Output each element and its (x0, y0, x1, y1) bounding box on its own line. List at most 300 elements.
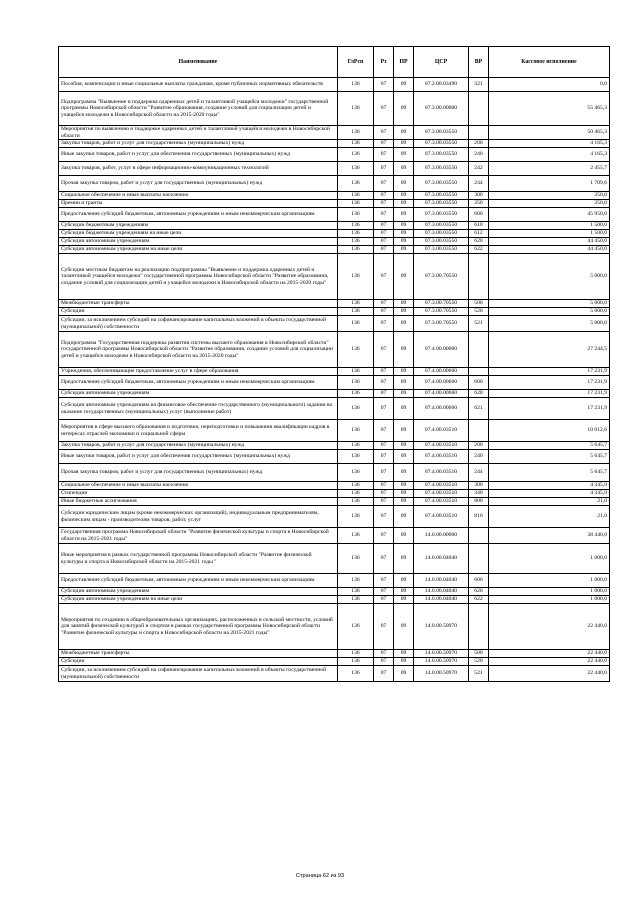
cell-pr: 09 (394, 666, 414, 682)
cell-pr: 09 (394, 604, 414, 650)
cell-csr: 14.0.00.04040 (414, 544, 469, 574)
cell-pr: 09 (394, 376, 414, 390)
cell-grs: 136 (338, 222, 374, 230)
cell-amount: 1 500,0 (489, 222, 610, 230)
cell-grs: 136 (338, 230, 374, 238)
cell-grs: 136 (338, 450, 374, 464)
cell-rz: 07 (374, 650, 394, 658)
cell-rz: 07 (374, 596, 394, 604)
cell-rz: 07 (374, 574, 394, 588)
table-row (59, 308, 610, 316)
cell-vr: 242 (469, 162, 489, 176)
cell-csr: 07.4.00.00660 (414, 398, 469, 420)
cell-name: Субсидии (59, 658, 338, 666)
cell-rz: 07 (374, 332, 394, 368)
cell-csr: 07.3.00.03550 (414, 208, 469, 222)
cell-grs: 136 (338, 200, 374, 208)
cell-grs: 136 (338, 420, 374, 442)
cell-vr: 621 (469, 398, 489, 420)
table-row (59, 574, 610, 588)
cell-grs: 136 (338, 162, 374, 176)
cell-name: Пособия, компенсации и иные социальные выплаты гражданам, кроме публичных нормативных обязательств (59, 78, 338, 92)
cell-grs: 136 (338, 528, 374, 544)
table-row (59, 200, 610, 208)
cell-vr (469, 332, 489, 368)
cell-csr: 07.3.00.70550 (414, 308, 469, 316)
cell-name: Субсидии, за исключением субсидий на софинансирование капитальных вложений в объекты государственной (муниципальной) собственности (59, 316, 338, 332)
cell-vr: 500 (469, 650, 489, 658)
cell-vr: 500 (469, 300, 489, 308)
cell-vr: 620 (469, 390, 489, 398)
cell-rz: 07 (374, 376, 394, 390)
cell-grs: 136 (338, 658, 374, 666)
cell-name: Стипендии (59, 490, 338, 498)
cell-pr: 09 (394, 596, 414, 604)
cell-csr: 07.4.00.03510 (414, 482, 469, 490)
cell-pr: 09 (394, 246, 414, 254)
cell-vr: 244 (469, 176, 489, 192)
table-row (59, 230, 610, 238)
cell-amount: 5 645,7 (489, 450, 610, 464)
cell-csr: 14.0.00.00000 (414, 528, 469, 544)
cell-grs: 136 (338, 78, 374, 92)
cell-grs: 136 (338, 604, 374, 650)
cell-pr: 09 (394, 238, 414, 246)
cell-csr: 07.4.00.00660 (414, 368, 469, 376)
cell-pr: 09 (394, 398, 414, 420)
cell-grs: 136 (338, 254, 374, 300)
table-row (59, 192, 610, 200)
cell-vr (469, 254, 489, 300)
cell-rz: 07 (374, 528, 394, 544)
cell-vr: 340 (469, 490, 489, 498)
table-row (59, 390, 610, 398)
cell-rz: 07 (374, 368, 394, 376)
cell-vr: 240 (469, 450, 489, 464)
cell-rz: 07 (374, 544, 394, 574)
cell-pr: 09 (394, 162, 414, 176)
cell-name: Учреждения, обеспечивающие предоставление услуг в сфере образования (59, 368, 338, 376)
cell-csr: 07.4.00.00000 (414, 332, 469, 368)
cell-amount: 44 450,0 (489, 246, 610, 254)
cell-csr: 07.3.00.03550 (414, 238, 469, 246)
table-row (59, 588, 610, 596)
cell-rz: 07 (374, 230, 394, 238)
table-row (59, 498, 610, 506)
cell-pr: 09 (394, 300, 414, 308)
table-row (59, 482, 610, 490)
cell-vr: 240 (469, 148, 489, 162)
table-row (59, 368, 610, 376)
cell-amount: 0,0 (489, 78, 610, 92)
cell-csr: 07.4.00.03510 (414, 450, 469, 464)
cell-amount: 22 440,0 (489, 604, 610, 650)
cell-amount: 10 012,6 (489, 420, 610, 442)
page-footer: Страница 62 из 93 (295, 873, 345, 879)
cell-grs: 136 (338, 126, 374, 140)
cell-name: Межбюджетные трансферты (59, 300, 338, 308)
cell-csr: 07.3.00.70550 (414, 300, 469, 308)
table-row (59, 332, 610, 368)
table-header-row (59, 47, 610, 78)
table-row (59, 126, 610, 140)
cell-amount: 1 000,0 (489, 596, 610, 604)
header-rz: Рз (374, 47, 394, 78)
cell-csr: 14.0.00.04040 (414, 596, 469, 604)
cell-grs: 136 (338, 308, 374, 316)
cell-name: Субсидии автономным учреждениям (59, 390, 338, 398)
table-row (59, 464, 610, 482)
cell-vr: 520 (469, 308, 489, 316)
cell-amount: 17 231,9 (489, 398, 610, 420)
cell-pr: 09 (394, 390, 414, 398)
cell-amount: 1 000,0 (489, 544, 610, 574)
table-row (59, 666, 610, 682)
cell-amount: 5 000,0 (489, 254, 610, 300)
cell-pr: 09 (394, 316, 414, 332)
cell-pr: 09 (394, 208, 414, 222)
cell-grs: 136 (338, 482, 374, 490)
cell-name: Закупка товаров, работ и услуг для государственных (муниципальных) нужд (59, 442, 338, 450)
cell-name: Подпрограмма "Государственная поддержка развития системы высшего образования в Новосибирской области" государственной программы Новосибирской области "Развитие образования, создание условий для социализации детей и учащейся молодежи в Новосибирской области на 2015-2020 годы" (59, 332, 338, 368)
cell-pr: 09 (394, 140, 414, 148)
table-row (59, 208, 610, 222)
cell-pr: 09 (394, 126, 414, 140)
cell-name: Субсидии бюджетным учреждениям (59, 222, 338, 230)
cell-name: Прочая закупка товаров, работ и услуг для государственных (муниципальных) нужд (59, 176, 338, 192)
table-row (59, 92, 610, 126)
cell-rz: 07 (374, 92, 394, 126)
cell-rz: 07 (374, 316, 394, 332)
cell-amount: 4 345,9 (489, 482, 610, 490)
cell-grs: 136 (338, 176, 374, 192)
cell-name: Субсидии автономным учреждениям на иные цели (59, 246, 338, 254)
cell-csr: 07.4.00.00660 (414, 376, 469, 390)
cell-vr (469, 604, 489, 650)
cell-vr: 600 (469, 376, 489, 390)
cell-amount: 17 231,9 (489, 376, 610, 390)
cell-rz: 07 (374, 588, 394, 596)
cell-name: Социальное обеспечение и иные выплаты населению (59, 192, 338, 200)
cell-pr: 09 (394, 192, 414, 200)
cell-csr: 14.0.00.50970 (414, 666, 469, 682)
cell-rz: 07 (374, 222, 394, 230)
cell-name: Предоставление субсидий бюджетным, автономным учреждениям и иным некоммерческим организациям (59, 574, 338, 588)
budget-table-sheet (58, 46, 609, 682)
table-row (59, 490, 610, 498)
cell-rz: 07 (374, 208, 394, 222)
cell-name: Субсидии автономным учреждениям на иные цели (59, 596, 338, 604)
cell-rz: 07 (374, 200, 394, 208)
cell-amount: 2 455,7 (489, 162, 610, 176)
table-row (59, 596, 610, 604)
cell-name: Предоставление субсидий бюджетным, автономным учреждениям и иным некоммерческим организациям (59, 376, 338, 390)
table-row (59, 300, 610, 308)
cell-name: Иные закупки товаров, работ и услуг для обеспечения государственных (муниципальных) нужд (59, 148, 338, 162)
cell-rz: 07 (374, 658, 394, 666)
cell-name: Мероприятия по выявлению и поддержке одаренных детей и талантливой учащейся молодежи в Новосибирской области (59, 126, 338, 140)
cell-rz: 07 (374, 482, 394, 490)
cell-grs: 136 (338, 666, 374, 682)
cell-amount: 38 440,0 (489, 528, 610, 544)
cell-vr (469, 544, 489, 574)
cell-vr (469, 528, 489, 544)
cell-grs: 136 (338, 398, 374, 420)
cell-rz: 07 (374, 148, 394, 162)
cell-pr: 09 (394, 498, 414, 506)
cell-amount: 27 244,5 (489, 332, 610, 368)
cell-rz: 07 (374, 398, 394, 420)
cell-csr: 07.4.00.03510 (414, 506, 469, 528)
cell-amount: 4 345,9 (489, 490, 610, 498)
cell-grs: 136 (338, 332, 374, 368)
header-grs: ГлРсп (338, 47, 374, 78)
cell-grs: 136 (338, 300, 374, 308)
table-row (59, 140, 610, 148)
cell-amount: 50 465,3 (489, 126, 610, 140)
cell-vr: 600 (469, 208, 489, 222)
cell-csr: 07.3.00.00000 (414, 92, 469, 126)
cell-rz: 07 (374, 442, 394, 450)
cell-amount: 17 231,9 (489, 390, 610, 398)
table-row (59, 148, 610, 162)
cell-pr: 09 (394, 574, 414, 588)
cell-amount: 17 231,9 (489, 368, 610, 376)
cell-name: Мероприятия по созданию в общеобразовательных организациях, расположенных в сельской местности, условий для занятий физической культурой и спортом в рамках государственной программы Новосибирской области "Развитие физической культуры и спорта в Новосибирской области на 2015-2021 годы" (59, 604, 338, 650)
cell-name: Межбюджетные трансферты (59, 650, 338, 658)
cell-name: Субсидии автономным учреждениям на финансовое обеспечение государственного (муниципального) задания на оказание государственных (муниципальных) услуг (выполнение работ) (59, 398, 338, 420)
table-row (59, 176, 610, 192)
cell-name: Закупка товаров, работ и услуг для государственных (муниципальных) нужд (59, 140, 338, 148)
cell-name: Иные закупки товаров, работ и услуг для обеспечения государственных (муниципальных) нужд (59, 450, 338, 464)
cell-pr: 09 (394, 176, 414, 192)
cell-amount: 21,0 (489, 506, 610, 528)
cell-vr: 620 (469, 588, 489, 596)
cell-rz: 07 (374, 420, 394, 442)
table-row (59, 398, 610, 420)
header-csr: ЦСР (414, 47, 469, 78)
table-row (59, 162, 610, 176)
cell-pr: 09 (394, 544, 414, 574)
cell-vr: 622 (469, 246, 489, 254)
table-row (59, 450, 610, 464)
cell-name: Субсидии юридическим лицам (кроме некоммерческих организаций), индивидуальным предпринимателям, физическим лицам - производителям товаров, работ, услуг (59, 506, 338, 528)
budget-table (58, 46, 610, 682)
cell-csr: 07.4.00.03510 (414, 490, 469, 498)
cell-vr: 810 (469, 506, 489, 528)
table-row (59, 506, 610, 528)
cell-name: Субсидии бюджетным учреждениям на иные цели (59, 230, 338, 238)
cell-name: Субсидии автономным учреждениям (59, 588, 338, 596)
cell-grs: 136 (338, 390, 374, 398)
cell-grs: 136 (338, 596, 374, 604)
cell-name: Иные мероприятия в рамках государственной программы Новосибирской области "Развитие физической культуры и спорта в Новосибирской области на 2015-2021 годы " (59, 544, 338, 574)
cell-csr: 07.4.00.00660 (414, 390, 469, 398)
cell-pr: 09 (394, 464, 414, 482)
cell-vr: 600 (469, 574, 489, 588)
cell-rz: 07 (374, 506, 394, 528)
cell-amount: 350,0 (489, 192, 610, 200)
cell-name: Социальное обеспечение и иные выплаты населению (59, 482, 338, 490)
cell-grs: 136 (338, 140, 374, 148)
cell-amount: 4 165,3 (489, 148, 610, 162)
cell-vr: 521 (469, 666, 489, 682)
cell-amount: 5 645,7 (489, 464, 610, 482)
cell-grs: 136 (338, 464, 374, 482)
cell-pr: 09 (394, 450, 414, 464)
cell-pr: 09 (394, 230, 414, 238)
cell-csr: 07.3.00.03550 (414, 222, 469, 230)
cell-pr: 09 (394, 588, 414, 596)
cell-amount: 4 165,3 (489, 140, 610, 148)
cell-rz: 07 (374, 176, 394, 192)
cell-pr: 09 (394, 442, 414, 450)
cell-grs: 136 (338, 588, 374, 596)
table-row (59, 254, 610, 300)
cell-vr: 350 (469, 200, 489, 208)
cell-pr: 09 (394, 254, 414, 300)
cell-csr: 07.4.00.03510 (414, 464, 469, 482)
cell-pr: 09 (394, 78, 414, 92)
cell-vr: 244 (469, 464, 489, 482)
cell-vr: 521 (469, 316, 489, 332)
cell-rz: 07 (374, 192, 394, 200)
cell-vr: 300 (469, 482, 489, 490)
cell-rz: 07 (374, 604, 394, 650)
cell-amount: 55 465,3 (489, 92, 610, 126)
cell-vr: 620 (469, 238, 489, 246)
cell-amount: 5 000,0 (489, 308, 610, 316)
cell-amount: 1 500,0 (489, 230, 610, 238)
cell-rz: 07 (374, 450, 394, 464)
cell-rz: 07 (374, 126, 394, 140)
table-row (59, 238, 610, 246)
cell-csr: 14.0.00.50970 (414, 650, 469, 658)
cell-vr: 612 (469, 230, 489, 238)
header-pr: ПР (394, 47, 414, 78)
cell-amount: 350,0 (489, 200, 610, 208)
cell-amount: 44 450,0 (489, 238, 610, 246)
cell-csr: 07.3.00.03550 (414, 200, 469, 208)
cell-csr: 07.3.00.03550 (414, 192, 469, 200)
cell-pr: 09 (394, 222, 414, 230)
cell-pr: 09 (394, 506, 414, 528)
cell-rz: 07 (374, 140, 394, 148)
cell-pr: 09 (394, 528, 414, 544)
cell-grs: 136 (338, 246, 374, 254)
cell-amount: 1 709,6 (489, 176, 610, 192)
cell-csr: 07.3.00.03550 (414, 230, 469, 238)
cell-pr: 09 (394, 308, 414, 316)
cell-name: Премии и гранты (59, 200, 338, 208)
cell-csr: 07.3.00.70550 (414, 316, 469, 332)
cell-name: Предоставление субсидий бюджетным, автономным учреждениям и иным некоммерческим организациям (59, 208, 338, 222)
cell-rz: 07 (374, 666, 394, 682)
cell-csr: 14.0.00.04040 (414, 574, 469, 588)
cell-pr: 09 (394, 332, 414, 368)
cell-grs: 136 (338, 316, 374, 332)
cell-grs: 136 (338, 490, 374, 498)
cell-grs: 136 (338, 498, 374, 506)
header-vr: ВР (469, 47, 489, 78)
cell-rz: 07 (374, 246, 394, 254)
cell-pr: 09 (394, 482, 414, 490)
table-row (59, 316, 610, 332)
cell-csr: 07.4.00.03510 (414, 420, 469, 442)
cell-rz: 07 (374, 238, 394, 246)
cell-csr: 07.4.00.03510 (414, 442, 469, 450)
cell-csr: 07.3.00.03550 (414, 162, 469, 176)
cell-vr: 200 (469, 442, 489, 450)
cell-name: Подпрограмма "Выявление и поддержка одаренных детей и талантливой учащейся молодежи" государственной программы Новосибирской области "Развитие образования, создание условий для социализации детей и учащейся молодежи в Новосибирской области на 2015-2020 годы" (59, 92, 338, 126)
cell-grs: 136 (338, 92, 374, 126)
cell-pr: 09 (394, 148, 414, 162)
cell-amount: 21,0 (489, 498, 610, 506)
cell-amount: 45 950,0 (489, 208, 610, 222)
cell-rz: 07 (374, 300, 394, 308)
cell-vr: 321 (469, 78, 489, 92)
cell-grs: 136 (338, 544, 374, 574)
cell-name: Государственная программа Новосибирской области "Развитие физической культуры и спорта в Новосибирской области на 2015-2021 годы" (59, 528, 338, 544)
cell-grs: 136 (338, 506, 374, 528)
cell-pr: 09 (394, 200, 414, 208)
table-row (59, 78, 610, 92)
cell-amount: 5 000,0 (489, 316, 610, 332)
cell-csr: 14.0.00.50970 (414, 658, 469, 666)
cell-csr: 07.4.00.03510 (414, 498, 469, 506)
cell-name: Мероприятия в сфере высшего образования и подготовки, переподготовки и повышения квалификации кадров в интересах отраслей экономики и социальной сферы (59, 420, 338, 442)
cell-grs: 136 (338, 650, 374, 658)
cell-pr: 09 (394, 92, 414, 126)
table-row (59, 376, 610, 390)
cell-grs: 136 (338, 208, 374, 222)
cell-amount: 22 440,0 (489, 666, 610, 682)
cell-grs: 136 (338, 368, 374, 376)
cell-pr: 09 (394, 658, 414, 666)
cell-csr: 14.0.00.04040 (414, 588, 469, 596)
cell-grs: 136 (338, 376, 374, 390)
cell-name: Иные бюджетные ассигнования (59, 498, 338, 506)
cell-vr: 200 (469, 140, 489, 148)
cell-csr: 07.3.00.03550 (414, 176, 469, 192)
cell-rz: 07 (374, 254, 394, 300)
cell-vr (469, 420, 489, 442)
cell-pr: 09 (394, 490, 414, 498)
cell-vr (469, 92, 489, 126)
cell-amount: 1 000,0 (489, 588, 610, 596)
table-row (59, 544, 610, 574)
cell-csr: 07.3.00.03550 (414, 148, 469, 162)
cell-vr: 610 (469, 222, 489, 230)
cell-rz: 07 (374, 390, 394, 398)
cell-amount: 22 440,0 (489, 658, 610, 666)
header-amount: Кассовое исполнение (489, 47, 610, 78)
cell-vr (469, 126, 489, 140)
cell-name: Субсидии местным бюджетам на реализацию подпрограммы "Выявление и поддержка одаренных детей и талантливой учащейся молодежи" государственной программы Новосибирской области "Развитие образования, создание условий для социализации детей и учащейся молодежи в Новосибирской области на 2015-2020 годы" (59, 254, 338, 300)
table-row (59, 658, 610, 666)
cell-vr: 800 (469, 498, 489, 506)
cell-rz: 07 (374, 162, 394, 176)
table-row (59, 650, 610, 658)
cell-vr: 622 (469, 596, 489, 604)
cell-rz: 07 (374, 78, 394, 92)
cell-rz: 07 (374, 490, 394, 498)
cell-rz: 07 (374, 464, 394, 482)
table-row (59, 222, 610, 230)
cell-vr: 520 (469, 658, 489, 666)
cell-csr: 07.2.00.03490 (414, 78, 469, 92)
cell-pr: 09 (394, 420, 414, 442)
